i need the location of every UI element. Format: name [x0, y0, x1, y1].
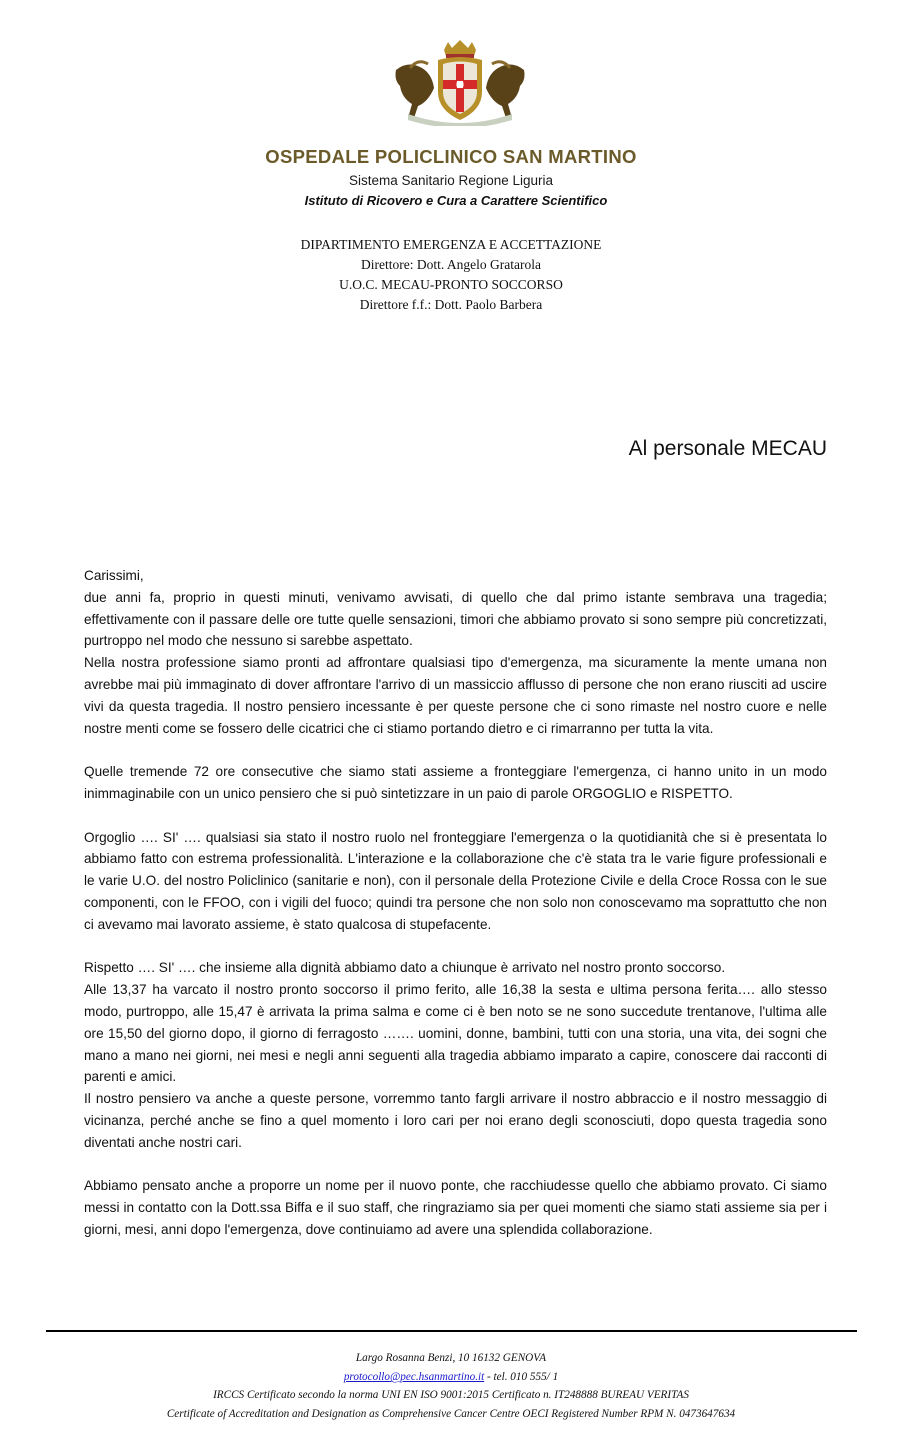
- letter-paragraph: Rispetto …. SI' …. che insieme alla dignità abbiamo dato a chiunque è arrivato nel nostro pronto soccorso.: [84, 960, 726, 976]
- letter-paragraph: Il nostro pensiero va anche a queste persone, vorremmo tanto fargli arrivare il nostro abbraccio e il nostro messaggio di vicinanza, perché anche se fino a quel momento i loro cari per noi erano degli sconosciuti, dopo questa tragedia sono diventati anche nostri cari.: [84, 1091, 827, 1150]
- letter-paragraph: Abbiamo pensato anche a proporre un nome per il nuovo ponte, che racchiudesse quello che abbiamo provato. Ci siamo messi in contatto con la Dott.ssa Biffa e il suo staff, che ringraziamo sia per quei momenti che siamo stati assieme sia per i giorni, mesi, anni dopo l'emergenza, dove continuiamo ad avere una splendida collaborazione.: [84, 1178, 827, 1237]
- footer-divider: [46, 1330, 857, 1332]
- footer-phone: - tel. 010 555/ 1: [484, 1371, 559, 1383]
- letter-paragraph: Alle 13,37 ha varcato il nostro pronto soccorso il primo ferito, alle 16,38 la sesta e ultima persona ferita…. allo stesso modo, purtroppo, alle 15,47 è arrivata la prima salma e come ci è ben noto se ne sono succedute trentanove, l'ultima alle ore 15,50 del giorno dopo, il giorno di ferragosto ……. uomini, donne, bambini, tutti con una storia, una vita, dei sogni che mano a mano nei giorni, nei mesi e negli anni seguenti alla tragedia abbiamo imparato a capire, conoscere dai racconti di parenti e amici.: [84, 982, 827, 1085]
- department-director: Direttore: Dott. Angelo Gratarola: [361, 257, 541, 272]
- hospital-name: OSPEDALE POLICLINICO SAN MARTINO: [265, 146, 637, 167]
- letter-body: [84, 565, 827, 1241]
- footer-address: Largo Rosanna Benzi, 10 16132 GENOVA: [355, 1352, 547, 1364]
- footer-accreditation: Certificate of Accreditation and Designation as Comprehensive Cancer Centre OECI Registered Number RPM N. 0473647634: [166, 1408, 736, 1420]
- footer-contact: [0, 1371, 902, 1383]
- letter-paragraph: Orgoglio …. SI' …. qualsiasi sia stato il nostro ruolo nel fronteggiare l'emergenza o la quotidianità che si è presentata lo abbiamo fatto con estrema professionalità. L'interazione e la collaborazione che c'è stata tra le varie figure professionali e le varie U.O. del nostro Policlinico (sanitarie e non), con il personale della Protezione Civile e della Croce Rossa con le sue componenti, con le FFOO, con i vigili del fuoco; quindi tra persone che non solo non conoscevamo ma soprattutto che non ci avevamo mai lavorato assieme, è stato qualcosa di stupefacente.: [84, 829, 827, 932]
- recipient-heading: Al personale MECAU: [628, 437, 827, 460]
- hospital-irccs: Istituto di Ricovero e Cura a Carattere Scientifico: [304, 193, 608, 208]
- coat-of-arms-icon: [388, 40, 532, 126]
- footer-certification: IRCCS Certificato secondo la norma UNI EN ISO 9001:2015 Certificato n. IT248888 BUREAU VERITAS: [213, 1389, 689, 1401]
- department-name: DIPARTIMENTO EMERGENZA E ACCETTAZIONE: [300, 237, 602, 252]
- letter-paragraph: Nella nostra professione siamo pronti ad affrontare qualsiasi tipo d'emergenza, ma sicuramente la mente umana non avrebbe mai più immaginato di dover affrontare l'arrivo di un massiccio afflusso di persone che non erano riusciti ad uscire vivi da questa tragedia. Il nostro pensiero incessante è per queste persone che ci sono rimaste nel nostro cuore e nelle nostre menti come se fossero delle cicatrici che ci stiamo portando dietro e ci rimarranno per tutta la vita.: [84, 655, 827, 736]
- unit-name: U.O.C. MECAU-PRONTO SOCCORSO: [339, 277, 563, 292]
- hospital-subtitle: Sistema Sanitario Regione Liguria: [348, 173, 554, 188]
- email-link[interactable]: protocollo@pec.hsanmartino.it: [343, 1371, 485, 1383]
- letter-salutation: Carissimi,: [84, 568, 144, 583]
- unit-director: Direttore f.f.: Dott. Paolo Barbera: [359, 297, 543, 312]
- letter-paragraph: due anni fa, proprio in questi minuti, venivamo avvisati, di quello che dal primo istante sembrava una tragedia; effettivamente con il passare delle ore tutte quelle sensazioni, timori che abbiamo provato si sono sempre più concretizzati, purtroppo nel modo che nessuno si sarebbe aspettato.: [84, 589, 827, 649]
- letter-paragraph: Quelle tremende 72 ore consecutive che siamo stati assieme a fronteggiare l'emergenza, ci hanno unito in un modo inimmaginabile con un unico pensiero che si può sintetizzare in un paio di parole ORGOGLIO e RISPETTO.: [84, 764, 827, 801]
- hospital-logo: [388, 40, 532, 126]
